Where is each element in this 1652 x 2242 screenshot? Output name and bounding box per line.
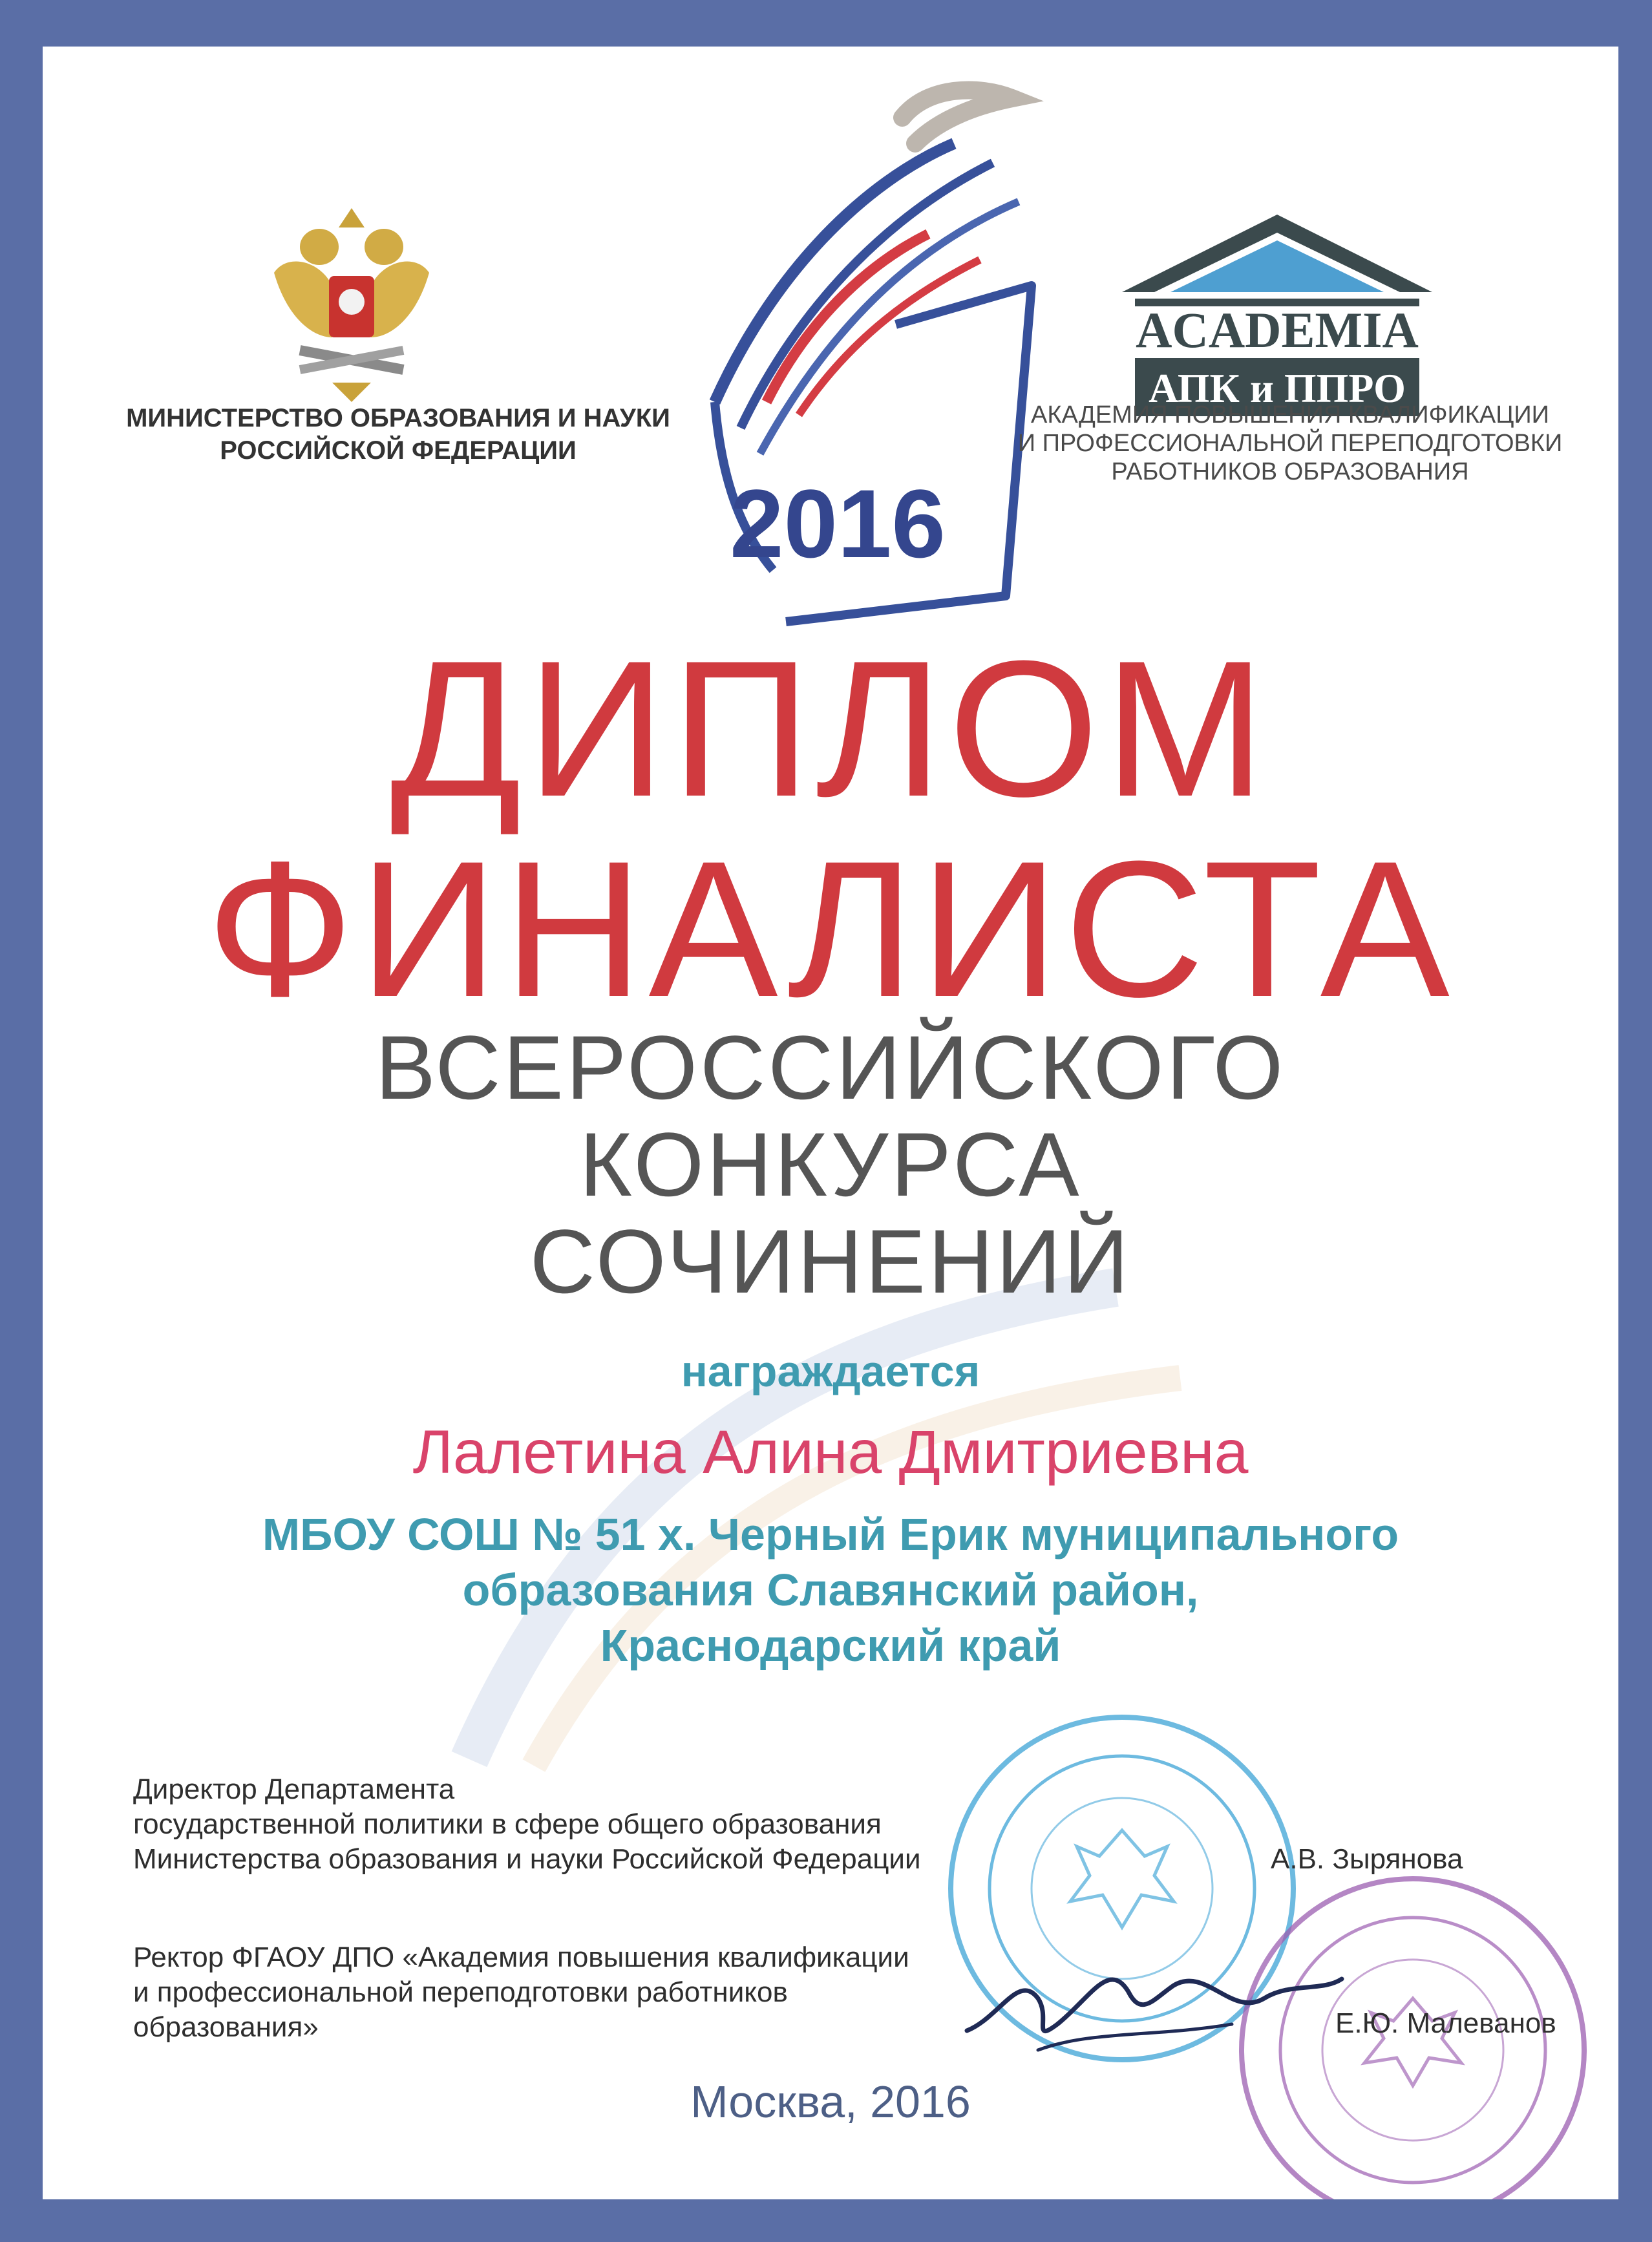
footer-city-year: Москва, 2016	[690, 2077, 971, 2127]
contest-quill-book-logo-icon	[592, 66, 1083, 628]
signatory2-name: Е.Ю. Малеванов	[1335, 2007, 1556, 2039]
diploma-paper	[43, 47, 1618, 2199]
signatory1-title-line1: Директор Департамента	[133, 1773, 455, 1805]
academy-fullname	[960, 401, 1618, 486]
academy-fullname-line3: РАБОТНИКОВ ОБРАЗОВАНИЯ	[1111, 458, 1469, 485]
signatory1-title-line3: Министерства образования и науки Российской Федерации	[133, 1843, 921, 1875]
signatory1-title-line2: государственной политики в сфере общего образования	[133, 1808, 882, 1840]
handwritten-signature-icon	[960, 1921, 1348, 2063]
ministry-name-line2: РОССИЙСКОЙ ФЕДЕРАЦИИ	[220, 436, 577, 465]
diploma-title-line2: ФИНАЛИСТА	[206, 820, 1455, 1037]
diploma-subtitle-line2: КОНКУРСА	[579, 1114, 1082, 1215]
school-line3: Краснодарский край	[600, 1620, 1061, 1671]
academia-abbr: АПК и ППРО	[1149, 365, 1406, 411]
contest-year: 2016	[730, 469, 946, 578]
diploma-subtitle-line3: СОЧИНЕНИЙ	[529, 1211, 1132, 1312]
diploma-subtitle-line1: ВСЕРОССИЙСКОГО	[375, 1017, 1286, 1118]
school-line1: МБОУ СОШ № 51 х. Черный Ерик муниципального	[262, 1509, 1399, 1560]
school-line2: образования Славянский район,	[462, 1565, 1199, 1615]
signatory2-title-line2: и профессиональной переподготовки работников образования»	[133, 1976, 788, 2043]
awarded-label: награждается	[681, 1347, 980, 1396]
ministry-name-line1: МИНИСТЕРСТВО ОБРАЗОВАНИЯ И НАУКИ	[126, 404, 670, 432]
diploma-title-line1: ДИПЛОМ	[390, 620, 1271, 837]
academia-word: ACADEMIA	[1136, 302, 1419, 358]
academia-apk-ppro-logo	[1109, 208, 1445, 428]
signatory2-title-line1: Ректор ФГАОУ ДПО «Академия повышения квалификации	[133, 1941, 909, 1973]
recipient-name: Лалетина Алина Дмитриевна	[412, 1418, 1249, 1486]
academy-fullname-line2: И ПРОФЕССИОНАЛЬНОЙ ПЕРЕПОДГОТОВКИ	[1017, 430, 1563, 457]
academy-fullname-line1: АКАДЕМИЯ ПОВЫШЕНИЯ КВАЛИФИКАЦИИ	[1031, 401, 1549, 428]
signatory1-name: А.В. Зырянова	[1271, 1843, 1463, 1875]
double-headed-eagle-emblem-icon	[261, 189, 442, 408]
